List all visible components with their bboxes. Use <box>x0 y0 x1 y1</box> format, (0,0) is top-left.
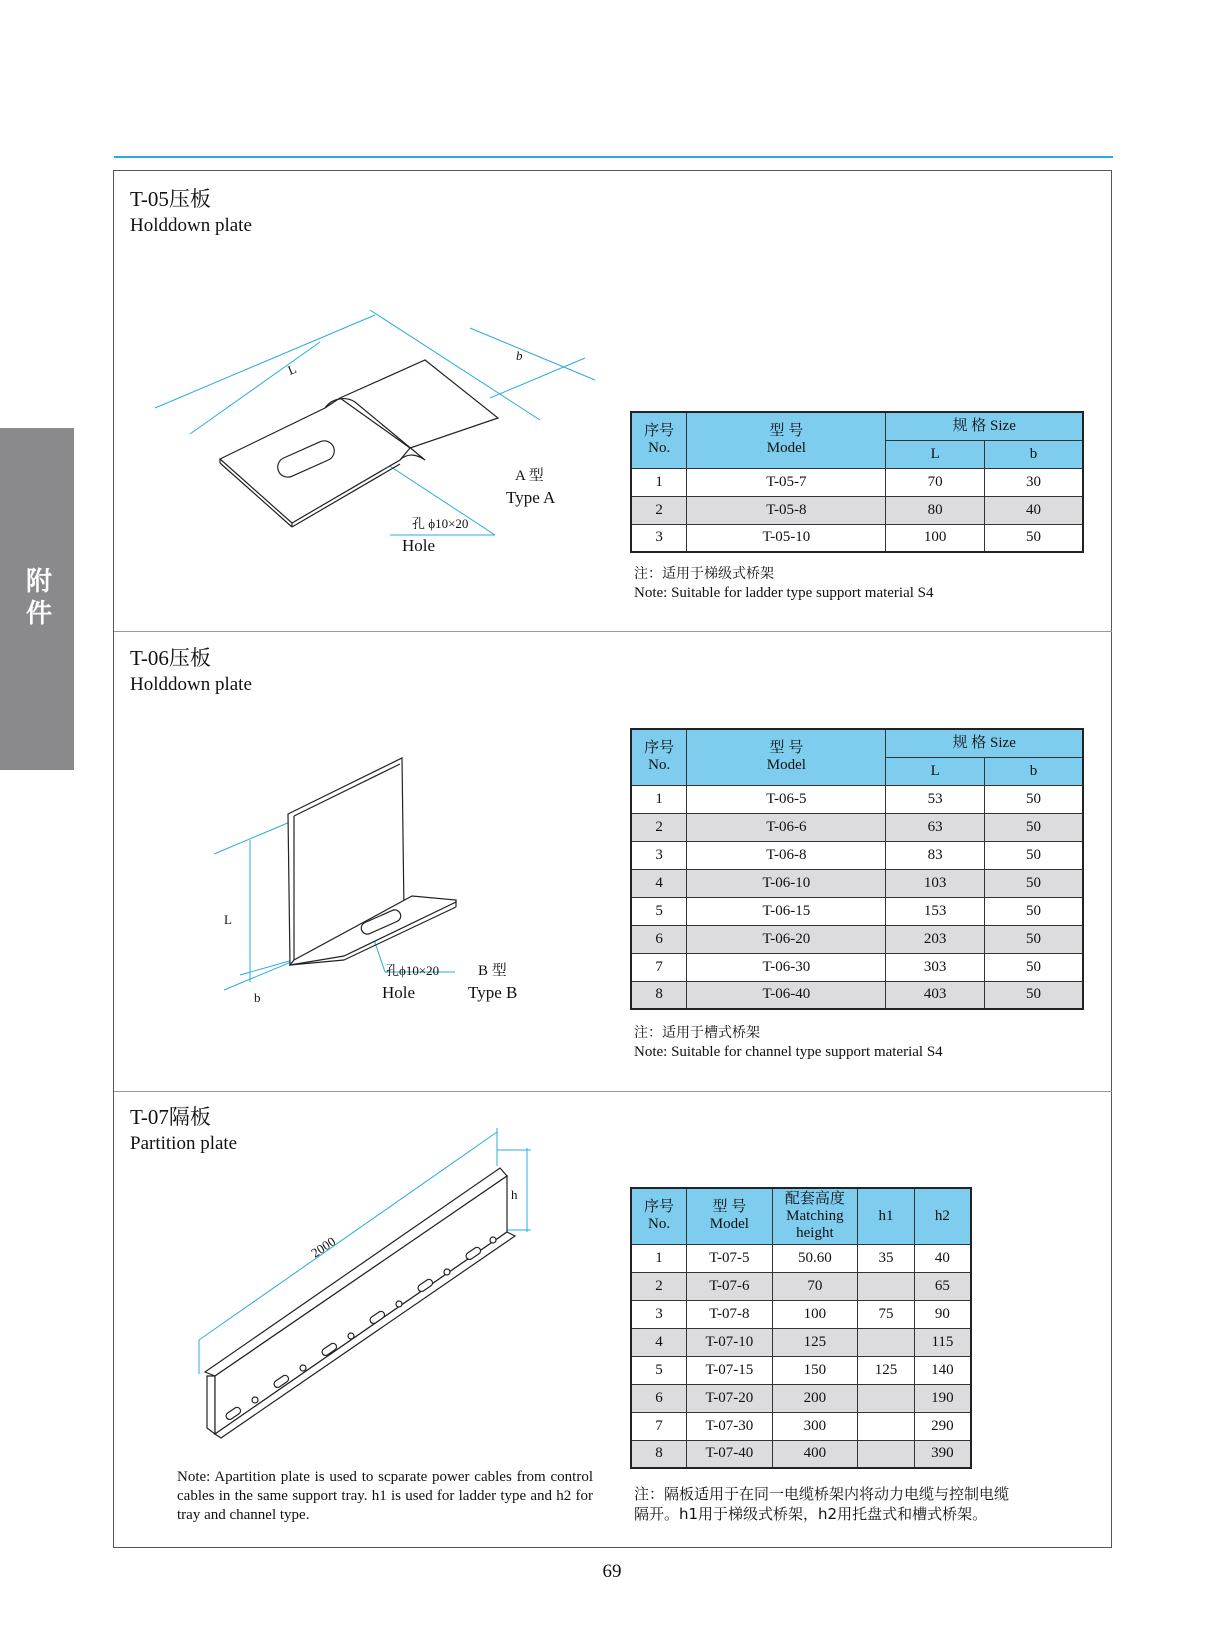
t05-dim-l: L <box>285 360 299 378</box>
header-model: 型 号 Model <box>687 729 886 785</box>
t06-type-cn: B 型 <box>478 963 507 979</box>
table-row: 5 T-06-15 153 50 <box>631 897 1083 925</box>
table-row: 8 T-07-40 400 390 <box>631 1440 971 1468</box>
t06-drawing <box>200 750 540 1010</box>
header-b: b <box>984 757 1083 785</box>
table-row: 8 T-06-40 403 50 <box>631 981 1083 1009</box>
section-divider <box>114 631 1112 632</box>
t06-dim-b: b <box>254 990 261 1005</box>
t05-spec-table <box>630 411 1084 553</box>
table-row: 3 T-06-8 83 50 <box>631 841 1083 869</box>
header-b: b <box>984 440 1083 468</box>
t05-note-cn: 注：适用于梯级式桥架 <box>634 566 774 582</box>
header-model: 型 号 Model <box>687 412 886 468</box>
t06-type-en: Type B <box>468 983 518 1002</box>
header-no: 序号 No. <box>631 412 687 468</box>
table-row: 2 T-07-6 70 65 <box>631 1272 971 1300</box>
t06-note-en: Note: Suitable for channel type support material S4 <box>634 1044 943 1060</box>
t05-drawing <box>150 300 600 560</box>
t07-dim-h: h <box>511 1187 518 1202</box>
section-title-t05: T-05压板 <box>130 187 211 211</box>
table-row: 7 T-07-30 300 290 <box>631 1412 971 1440</box>
table-row: 1 T-05-7 70 30 <box>631 468 1083 496</box>
header-model: 型 号 Model <box>687 1188 772 1244</box>
header-size: 规 格 Size <box>886 729 1083 757</box>
t05-note-en: Note: Suitable for ladder type support material S4 <box>634 585 934 601</box>
header-rule <box>114 156 1113 158</box>
side-tab-label: 附件 <box>21 567 52 631</box>
t05-dim-b: b <box>516 348 523 363</box>
table-row: 4 T-06-10 103 50 <box>631 869 1083 897</box>
t07-note-cn-line1: 注：隔板适用于在同一电缆桥架内将动力电缆与控制电缆 <box>634 1485 1010 1503</box>
t06-hole-cn: 孔ϕ10×20 <box>386 963 440 978</box>
t06-spec-table <box>630 728 1084 1010</box>
table-row: 3 T-05-10 100 50 <box>631 524 1083 552</box>
table-row: 6 T-07-20 200 190 <box>631 1384 971 1412</box>
header-l: L <box>886 757 985 785</box>
t07-note-en: Note: Apartition plate is used to scparate power cables from control cables in the same support tray. h1 is used for ladder type and h2 for tray and channel type. <box>177 1469 593 1523</box>
t05-type-en: Type A <box>506 488 556 507</box>
section-subtitle-t06: Holddown plate <box>130 674 252 695</box>
table-row: 1 T-07-5 50.60 35 40 <box>631 1244 971 1272</box>
table-row: 5 T-07-15 150 125 140 <box>631 1356 971 1384</box>
t05-type-cn: A 型 <box>515 468 544 484</box>
header-no: 序号 No. <box>631 1188 687 1244</box>
t05-hole-cn: 孔 ϕ10×20 <box>412 516 469 531</box>
table-row: 1 T-06-5 53 50 <box>631 785 1083 813</box>
page-number: 69 <box>602 1561 622 1582</box>
t05-note <box>634 565 934 603</box>
table-row: 6 T-06-20 203 50 <box>631 925 1083 953</box>
header-h2: h2 <box>914 1188 971 1244</box>
t07-note-cn <box>634 1484 1009 1524</box>
t06-hole-en: Hole <box>382 983 416 1002</box>
t07-spec-table <box>630 1187 972 1469</box>
table-row: 2 T-05-8 80 40 <box>631 496 1083 524</box>
t07-drawing <box>195 1120 535 1440</box>
section-title-t06: T-06压板 <box>130 646 211 670</box>
t06-note-cn: 注：适用于槽式桥架 <box>634 1025 760 1041</box>
t06-note <box>634 1024 943 1062</box>
header-h1: h1 <box>858 1188 915 1244</box>
header-size: 规 格 Size <box>886 412 1083 440</box>
table-row: 3 T-07-8 100 75 90 <box>631 1300 971 1328</box>
t07-note-cn-line2: 隔开。h1用于梯级式桥架，h2用托盘式和槽式桥架。 <box>634 1505 988 1523</box>
section-subtitle-t07: Partition plate <box>130 1133 238 1154</box>
t07-dim-len: 2000 <box>308 1233 339 1261</box>
section-subtitle-t05: Holddown plate <box>130 215 252 236</box>
t05-hole-en: Hole <box>402 536 436 555</box>
table-row: 4 T-07-10 125 115 <box>631 1328 971 1356</box>
header-l: L <box>886 440 985 468</box>
section-divider <box>114 1091 1112 1092</box>
table-row: 7 T-06-30 303 50 <box>631 953 1083 981</box>
header-no: 序号 No. <box>631 729 687 785</box>
side-tab <box>0 428 74 770</box>
header-matching-height: 配套高度 Matching height <box>772 1188 858 1244</box>
table-row: 2 T-06-6 63 50 <box>631 813 1083 841</box>
t06-dim-l: L <box>224 912 232 927</box>
section-title-t07: T-07隔板 <box>130 1105 211 1129</box>
